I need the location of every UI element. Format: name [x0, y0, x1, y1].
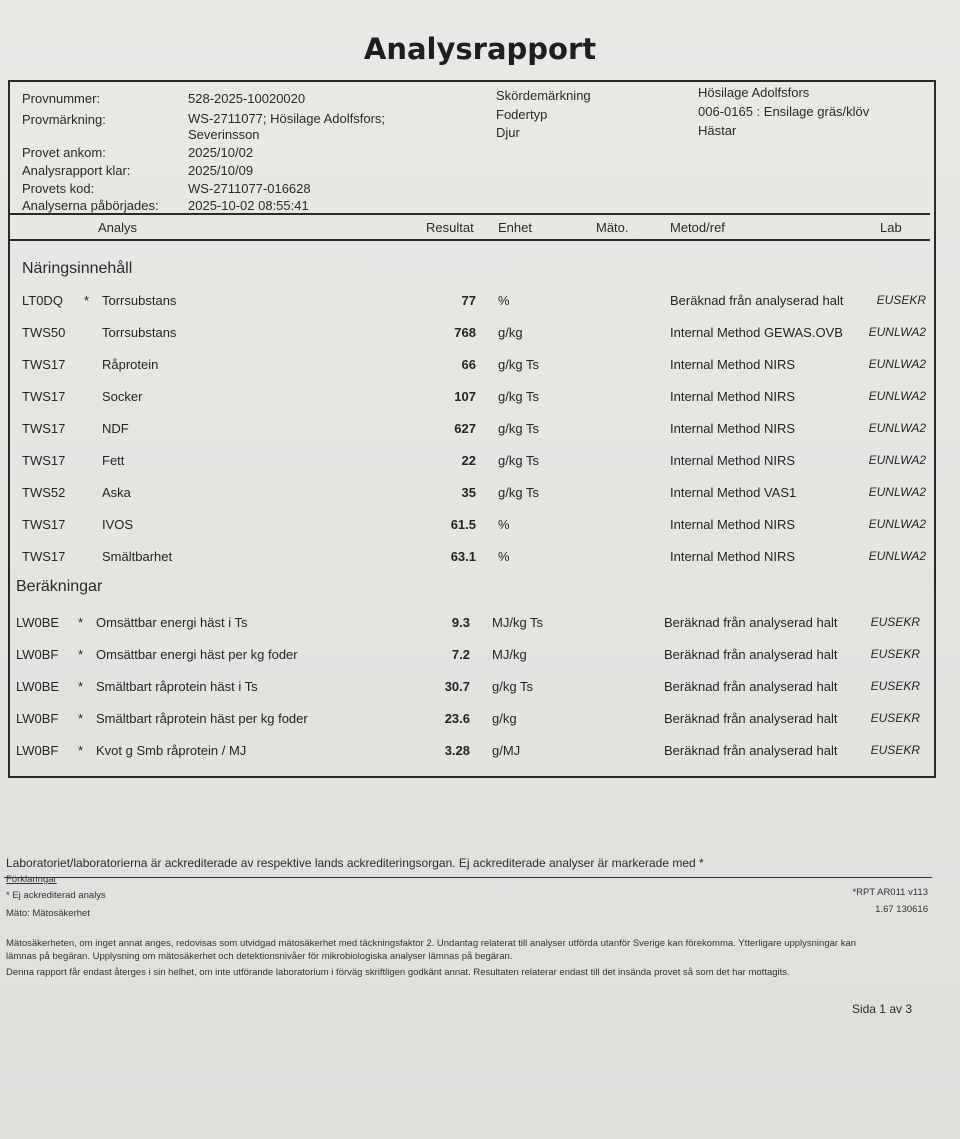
uncertainty-paragraph: Mätosäkerheten, om inget annat anges, redovisas som utvidgad mätosäkerhet med täckningsfaktor 2. Undantag relaterat till analyser utförda utanför Sverige kan förekomma. Ytterligare upplysningar kan lämnas på begäran. Upplysning om mätosäkerhet och detektionsnivåer för mikrobiologiska analyser lämnas på begäran. [6, 938, 857, 962]
row-result: 768 [454, 325, 476, 340]
section-title-berakningar: Beräkningar [16, 578, 103, 595]
row-unit: % [498, 293, 510, 308]
label-provets-kod: Provets kod: [22, 181, 95, 196]
report-title: Analysrapport [363, 32, 597, 66]
row-method: Internal Method NIRS [670, 453, 796, 468]
value-analyserna-paborjades: 2025-10-02 08:55:41 [188, 198, 309, 213]
row-result: 35 [461, 485, 476, 500]
row-method: Internal Method NIRS [670, 421, 796, 436]
row-code: TWS50 [22, 325, 66, 340]
table-row [0, 389, 960, 411]
row-method: Internal Method NIRS [670, 357, 796, 372]
table-row [0, 485, 960, 507]
row-lab: EUSEKR [870, 647, 920, 661]
col-lab: Lab [880, 220, 902, 235]
row-name: Råprotein [102, 357, 159, 372]
row-lab: EUNLWA2 [868, 517, 926, 531]
row-lab: EUSEKR [870, 615, 920, 629]
row-result: 61.5 [450, 517, 476, 532]
row-name: Smältbart råprotein häst i Ts [96, 679, 258, 694]
row-method: Internal Method NIRS [670, 517, 796, 532]
col-analys: Analys [98, 220, 138, 235]
footer-divider [4, 877, 932, 878]
row-lab: EUSEKR [870, 743, 920, 757]
label-provet-ankom: Provet ankom: [22, 145, 106, 160]
row-method: Beräknad från analyserad halt [664, 647, 838, 662]
section-title-naringsinnehall: Näringsinnehåll [22, 260, 133, 277]
row-unit: g/kg Ts [498, 389, 539, 404]
row-code: TWS17 [22, 453, 66, 468]
row-name: IVOS [102, 517, 134, 532]
row-result: 3.28 [444, 743, 470, 758]
row-code: TWS17 [22, 421, 66, 436]
row-result: 7.2 [451, 647, 470, 662]
row-unit: g/kg Ts [498, 485, 539, 500]
row-name: NDF [102, 421, 129, 436]
label-skordemarkning: Skördemärkning [496, 88, 591, 103]
row-name: Torrsubstans [102, 293, 177, 308]
row-result: 30.7 [444, 679, 470, 694]
value-djur: Hästar [698, 123, 737, 138]
table-row [0, 453, 960, 475]
row-lab: EUNLWA2 [868, 357, 926, 371]
row-method: Beräknad från analyserad halt [664, 743, 838, 758]
row-star: * [78, 679, 84, 694]
col-resultat: Resultat [426, 220, 474, 235]
row-unit: g/kg Ts [498, 421, 539, 436]
column-header-row [8, 213, 930, 241]
row-result: 66 [461, 357, 476, 372]
row-code: LW0BE [16, 679, 60, 694]
row-result: 77 [461, 293, 476, 308]
row-result: 63.1 [450, 549, 476, 564]
table-row [0, 711, 954, 733]
row-name: Smältbart råprotein häst per kg foder [96, 711, 308, 726]
table-row [0, 549, 960, 571]
table-row [0, 517, 960, 539]
report-version: 1.67 130616 [875, 904, 928, 915]
row-method: Beräknad från analyserad halt [670, 293, 844, 308]
reproduction-paragraph: Denna rapport får endast återges i sin helhet, om inte utförande laboratorium i förväg skriftligen godkänt annat. Resultaten relaterar endast till det insända provet så som det har mottagits. [6, 967, 790, 978]
value-analysrapport-klar: 2025/10/09 [188, 163, 254, 178]
row-lab: EUNLWA2 [868, 325, 926, 339]
table-row [0, 357, 960, 379]
row-lab: EUNLWA2 [868, 549, 926, 563]
row-lab: EUNLWA2 [868, 485, 926, 499]
row-star: * [84, 293, 90, 308]
row-result: 107 [454, 389, 476, 404]
col-enhet: Enhet [498, 220, 532, 235]
row-method: Beräknad från analyserad halt [664, 679, 838, 694]
value-provets-kod: WS-2711077-016628 [188, 181, 311, 196]
note-mato: Mäto: Mätosäkerhet [6, 908, 90, 919]
row-lab: EUSEKR [876, 293, 926, 307]
page-number: Sida 1 av 3 [851, 1002, 912, 1016]
row-method: Internal Method NIRS [670, 549, 796, 564]
value-provnummer: 528-2025-10020020 [188, 91, 306, 106]
row-star: * [78, 743, 84, 758]
row-lab: EUNLWA2 [868, 389, 926, 403]
row-unit: MJ/kg Ts [492, 615, 544, 630]
explanations-title: Förklaringar [6, 874, 57, 885]
row-name: Smältbarhet [102, 549, 173, 564]
value-skordemarkning: Hösilage Adolfsfors [698, 85, 810, 100]
row-star: * [78, 711, 84, 726]
table-row [0, 325, 960, 347]
row-name: Omsättbar energi häst per kg foder [96, 647, 298, 662]
col-metod: Metod/ref [670, 220, 725, 235]
row-code: TWS17 [22, 389, 66, 404]
row-unit: % [498, 549, 510, 564]
value-fodertyp: 006-0165 : Ensilage gräs/klöv [698, 104, 870, 119]
table-row [0, 743, 954, 765]
row-code: LW0BF [16, 743, 59, 758]
row-result: 627 [454, 421, 476, 436]
row-unit: g/MJ [492, 743, 521, 758]
row-unit: g/kg Ts [498, 453, 539, 468]
row-code: TWS52 [22, 485, 66, 500]
label-provnummer: Provnummer: [22, 91, 101, 106]
row-name: Torrsubstans [102, 325, 177, 340]
row-unit: % [498, 517, 510, 532]
label-fodertyp: Fodertyp [496, 107, 548, 122]
row-unit: g/kg [498, 325, 523, 340]
row-name: Kvot g Smb råprotein / MJ [96, 743, 247, 758]
value-provmarkning: WS-2711077; Hösilage Adolfsfors; [188, 111, 386, 126]
row-unit: MJ/kg [492, 647, 527, 662]
row-lab: EUNLWA2 [868, 421, 926, 435]
table-row [0, 615, 954, 637]
row-lab: EUNLWA2 [868, 453, 926, 467]
value-provet-ankom: 2025/10/02 [188, 145, 254, 160]
row-name: Socker [102, 389, 143, 404]
table-row [0, 679, 954, 701]
row-method: Internal Method GEWAS.OVB [670, 325, 843, 340]
row-code: LW0BE [16, 615, 60, 630]
row-code: LW0BF [16, 711, 59, 726]
row-result: 23.6 [444, 711, 470, 726]
note-star: * Ej ackrediterad analys [6, 890, 106, 901]
row-method: Beräknad från analyserad halt [664, 615, 838, 630]
row-star: * [78, 647, 84, 662]
value-provmarkning-cont: Severinsson [188, 127, 260, 142]
row-method: Internal Method VAS1 [670, 485, 797, 500]
row-name: Omsättbar energi häst i Ts [96, 615, 248, 630]
row-unit: g/kg Ts [498, 357, 539, 372]
table-row [0, 421, 960, 443]
row-name: Aska [102, 485, 131, 500]
col-mato: Mäto. [596, 220, 629, 235]
label-provmarkning: Provmärkning: [22, 112, 106, 127]
row-code: LW0BF [16, 647, 59, 662]
row-unit: g/kg Ts [492, 679, 533, 694]
label-djur: Djur [496, 125, 520, 140]
row-result: 9.3 [451, 615, 470, 630]
row-lab: EUSEKR [870, 679, 920, 693]
accreditation-note: Laboratoriet/laboratorierna är ackrediterade av respektive lands ackrediteringsorgan. Ej ackrediterade analyser är markerade med * [6, 856, 704, 870]
row-unit: g/kg [492, 711, 517, 726]
row-code: TWS17 [22, 549, 66, 564]
row-method: Internal Method NIRS [670, 389, 796, 404]
row-method: Beräknad från analyserad halt [664, 711, 838, 726]
row-code: LT0DQ [22, 293, 63, 308]
label-analysrapport-klar: Analysrapport klar: [22, 163, 131, 178]
table-row [0, 293, 960, 315]
row-name: Fett [102, 453, 125, 468]
table-row [0, 647, 954, 669]
row-star: * [78, 615, 84, 630]
label-analyserna-paborjades: Analyserna påbörjades: [22, 198, 159, 213]
row-code: TWS17 [22, 517, 66, 532]
report-code: *RPT AR011 v113 [852, 887, 928, 898]
row-result: 22 [461, 453, 476, 468]
row-lab: EUSEKR [870, 711, 920, 725]
row-code: TWS17 [22, 357, 66, 372]
